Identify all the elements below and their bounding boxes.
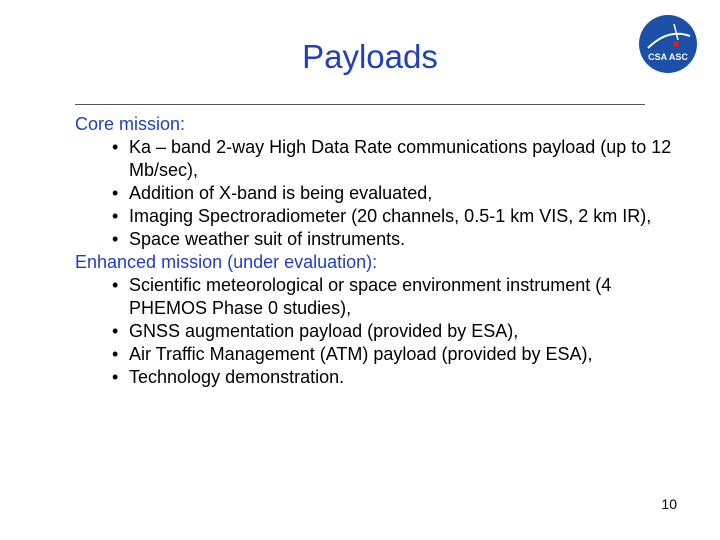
bullet-item	[75, 274, 675, 320]
title-divider	[75, 104, 645, 105]
bullet-marker: •	[112, 183, 119, 203]
section-heading: Core mission:	[75, 114, 186, 134]
page-number: 10	[661, 496, 677, 512]
bullet-item	[75, 320, 675, 343]
bullet-text: Addition of X-band is being evaluated,	[129, 183, 433, 203]
bullet-text: GNSS augmentation payload (provided by ESA),	[129, 321, 519, 341]
bullet-text: Air Traffic Management (ATM) payload (provided by ESA),	[129, 344, 593, 364]
bullet-item	[75, 228, 675, 251]
bullet-text: Ka – band 2-way High Data Rate communications payload (up to 12 Mb/sec),	[129, 137, 672, 180]
section-heading: Enhanced mission (under evaluation):	[75, 252, 378, 272]
csa-logo	[638, 14, 698, 74]
bullet-marker: •	[112, 367, 119, 387]
bullet-text: Space weather suit of instruments.	[129, 229, 406, 249]
bullet-item	[75, 136, 675, 182]
bullet-marker: •	[112, 321, 119, 341]
bullet-item	[75, 205, 675, 228]
bullet-marker: •	[112, 137, 119, 157]
bullet-text: Technology demonstration.	[129, 367, 345, 387]
bullet-item	[75, 366, 675, 389]
bullet-marker: •	[112, 344, 119, 364]
bullet-item	[75, 182, 675, 205]
slide-title: Payloads	[302, 38, 438, 75]
bullet-text: Imaging Spectroradiometer (20 channels, 0.5-1 km VIS, 2 km IR),	[129, 206, 652, 226]
bullet-marker: •	[112, 275, 119, 295]
svg-text:CSA ASC: CSA ASC	[648, 52, 688, 62]
slide-body	[75, 113, 675, 389]
bullet-marker: •	[112, 206, 119, 226]
bullet-text: Scientific meteorological or space environment instrument (4 PHEMOS Phase 0 studies),	[129, 275, 612, 318]
bullet-item	[75, 343, 675, 366]
bullet-marker: •	[112, 229, 119, 249]
